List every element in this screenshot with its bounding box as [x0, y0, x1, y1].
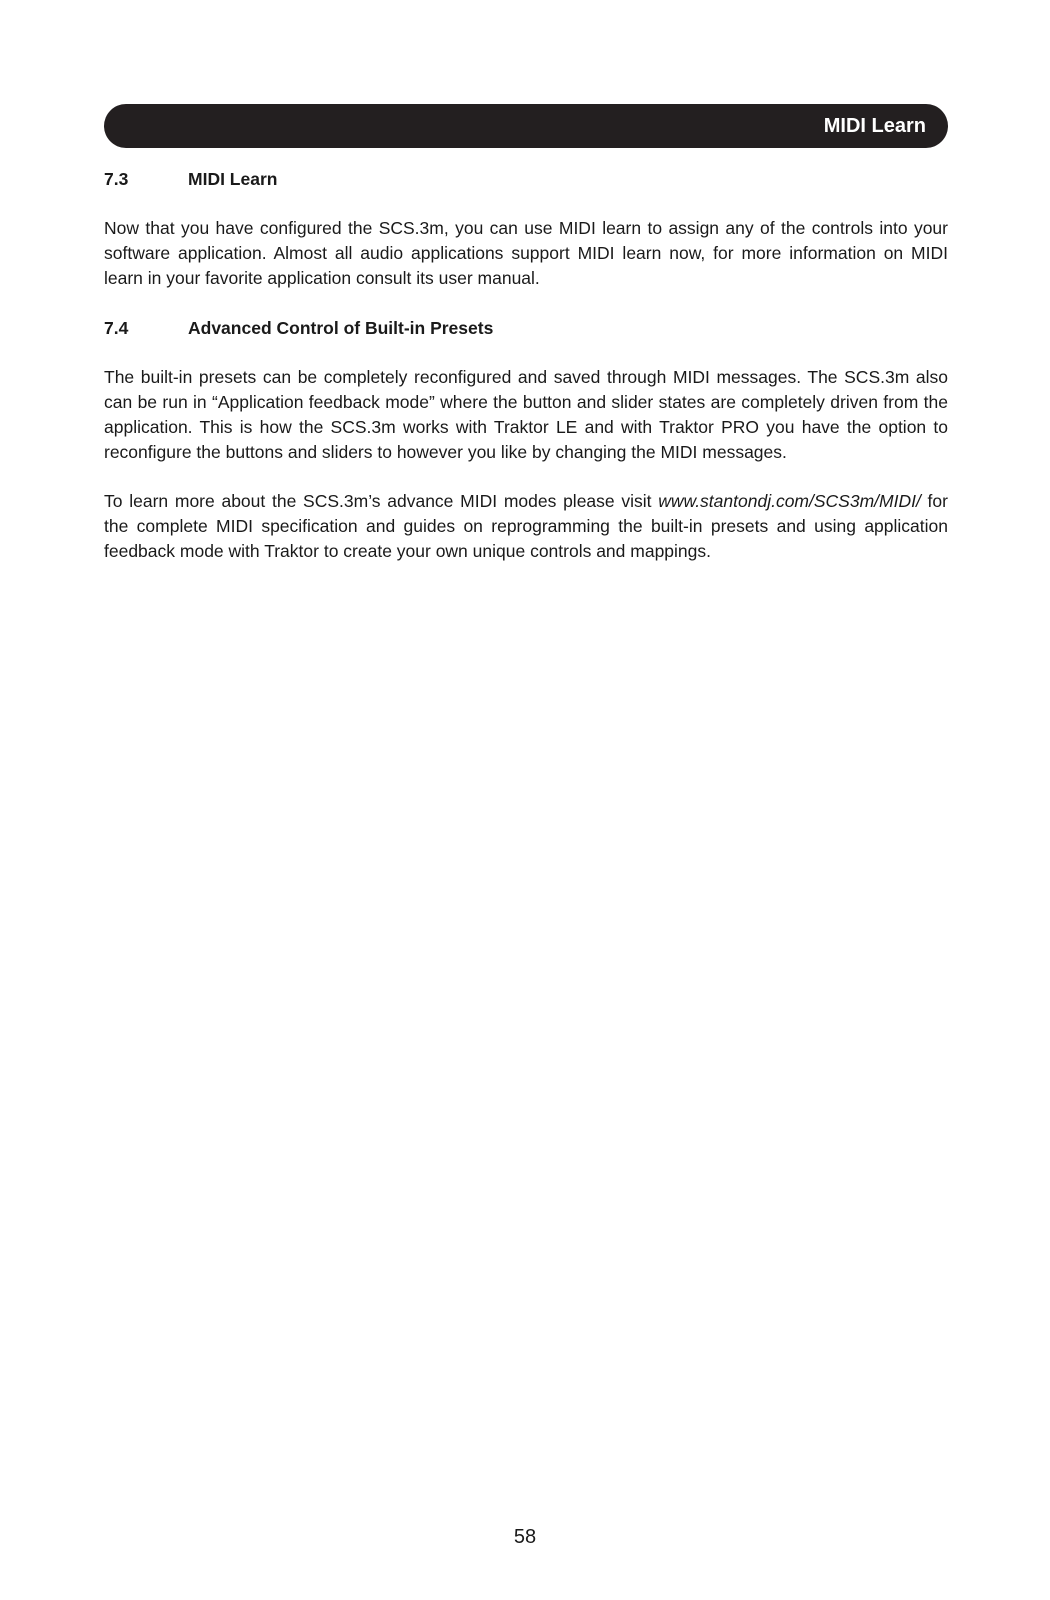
- section-title: Advanced Control of Built-in Presets: [188, 318, 494, 338]
- chapter-title: MIDI Learn: [823, 114, 926, 137]
- link-paragraph-after: for the complete MIDI specification and guides on reprogramming the built-in presets and using application feedback mode with Traktor to create your own unique controls and mappings.: [104, 491, 948, 561]
- section-paragraph: The built-in presets can be completely reconfigured and saved through MIDI messages. The SCS.3m also can be run in “Application feedback mode” where the button and slider states are completely driven from the application. This is how the SCS.3m works with Traktor LE and with Traktor PRO you have the option to reconfigure the buttons and sliders to however you like by changing the MIDI messages.: [104, 367, 948, 462]
- chapter-header-bar: [104, 104, 948, 148]
- section-number: 7.3: [104, 169, 129, 189]
- section-paragraph: Now that you have configured the SCS.3m, you can use MIDI learn to assign any of the controls into your software application. Almost all audio applications support MIDI learn now, for more information on MIDI learn in your favorite application consult its user manual.: [104, 218, 948, 288]
- section-heading-7-3: [104, 166, 948, 192]
- section-title: MIDI Learn: [188, 169, 278, 189]
- midi-spec-link[interactable]: www.stantondj.com/SCS3m/MIDI/: [658, 491, 921, 511]
- section-heading-7-4: [104, 315, 948, 341]
- section-number: 7.4: [104, 318, 129, 338]
- link-paragraph: [104, 489, 948, 564]
- page-content: [104, 166, 948, 588]
- link-paragraph-before: To learn more about the SCS.3m’s advance MIDI modes please visit: [104, 491, 659, 511]
- page-number: 58: [513, 1526, 537, 1548]
